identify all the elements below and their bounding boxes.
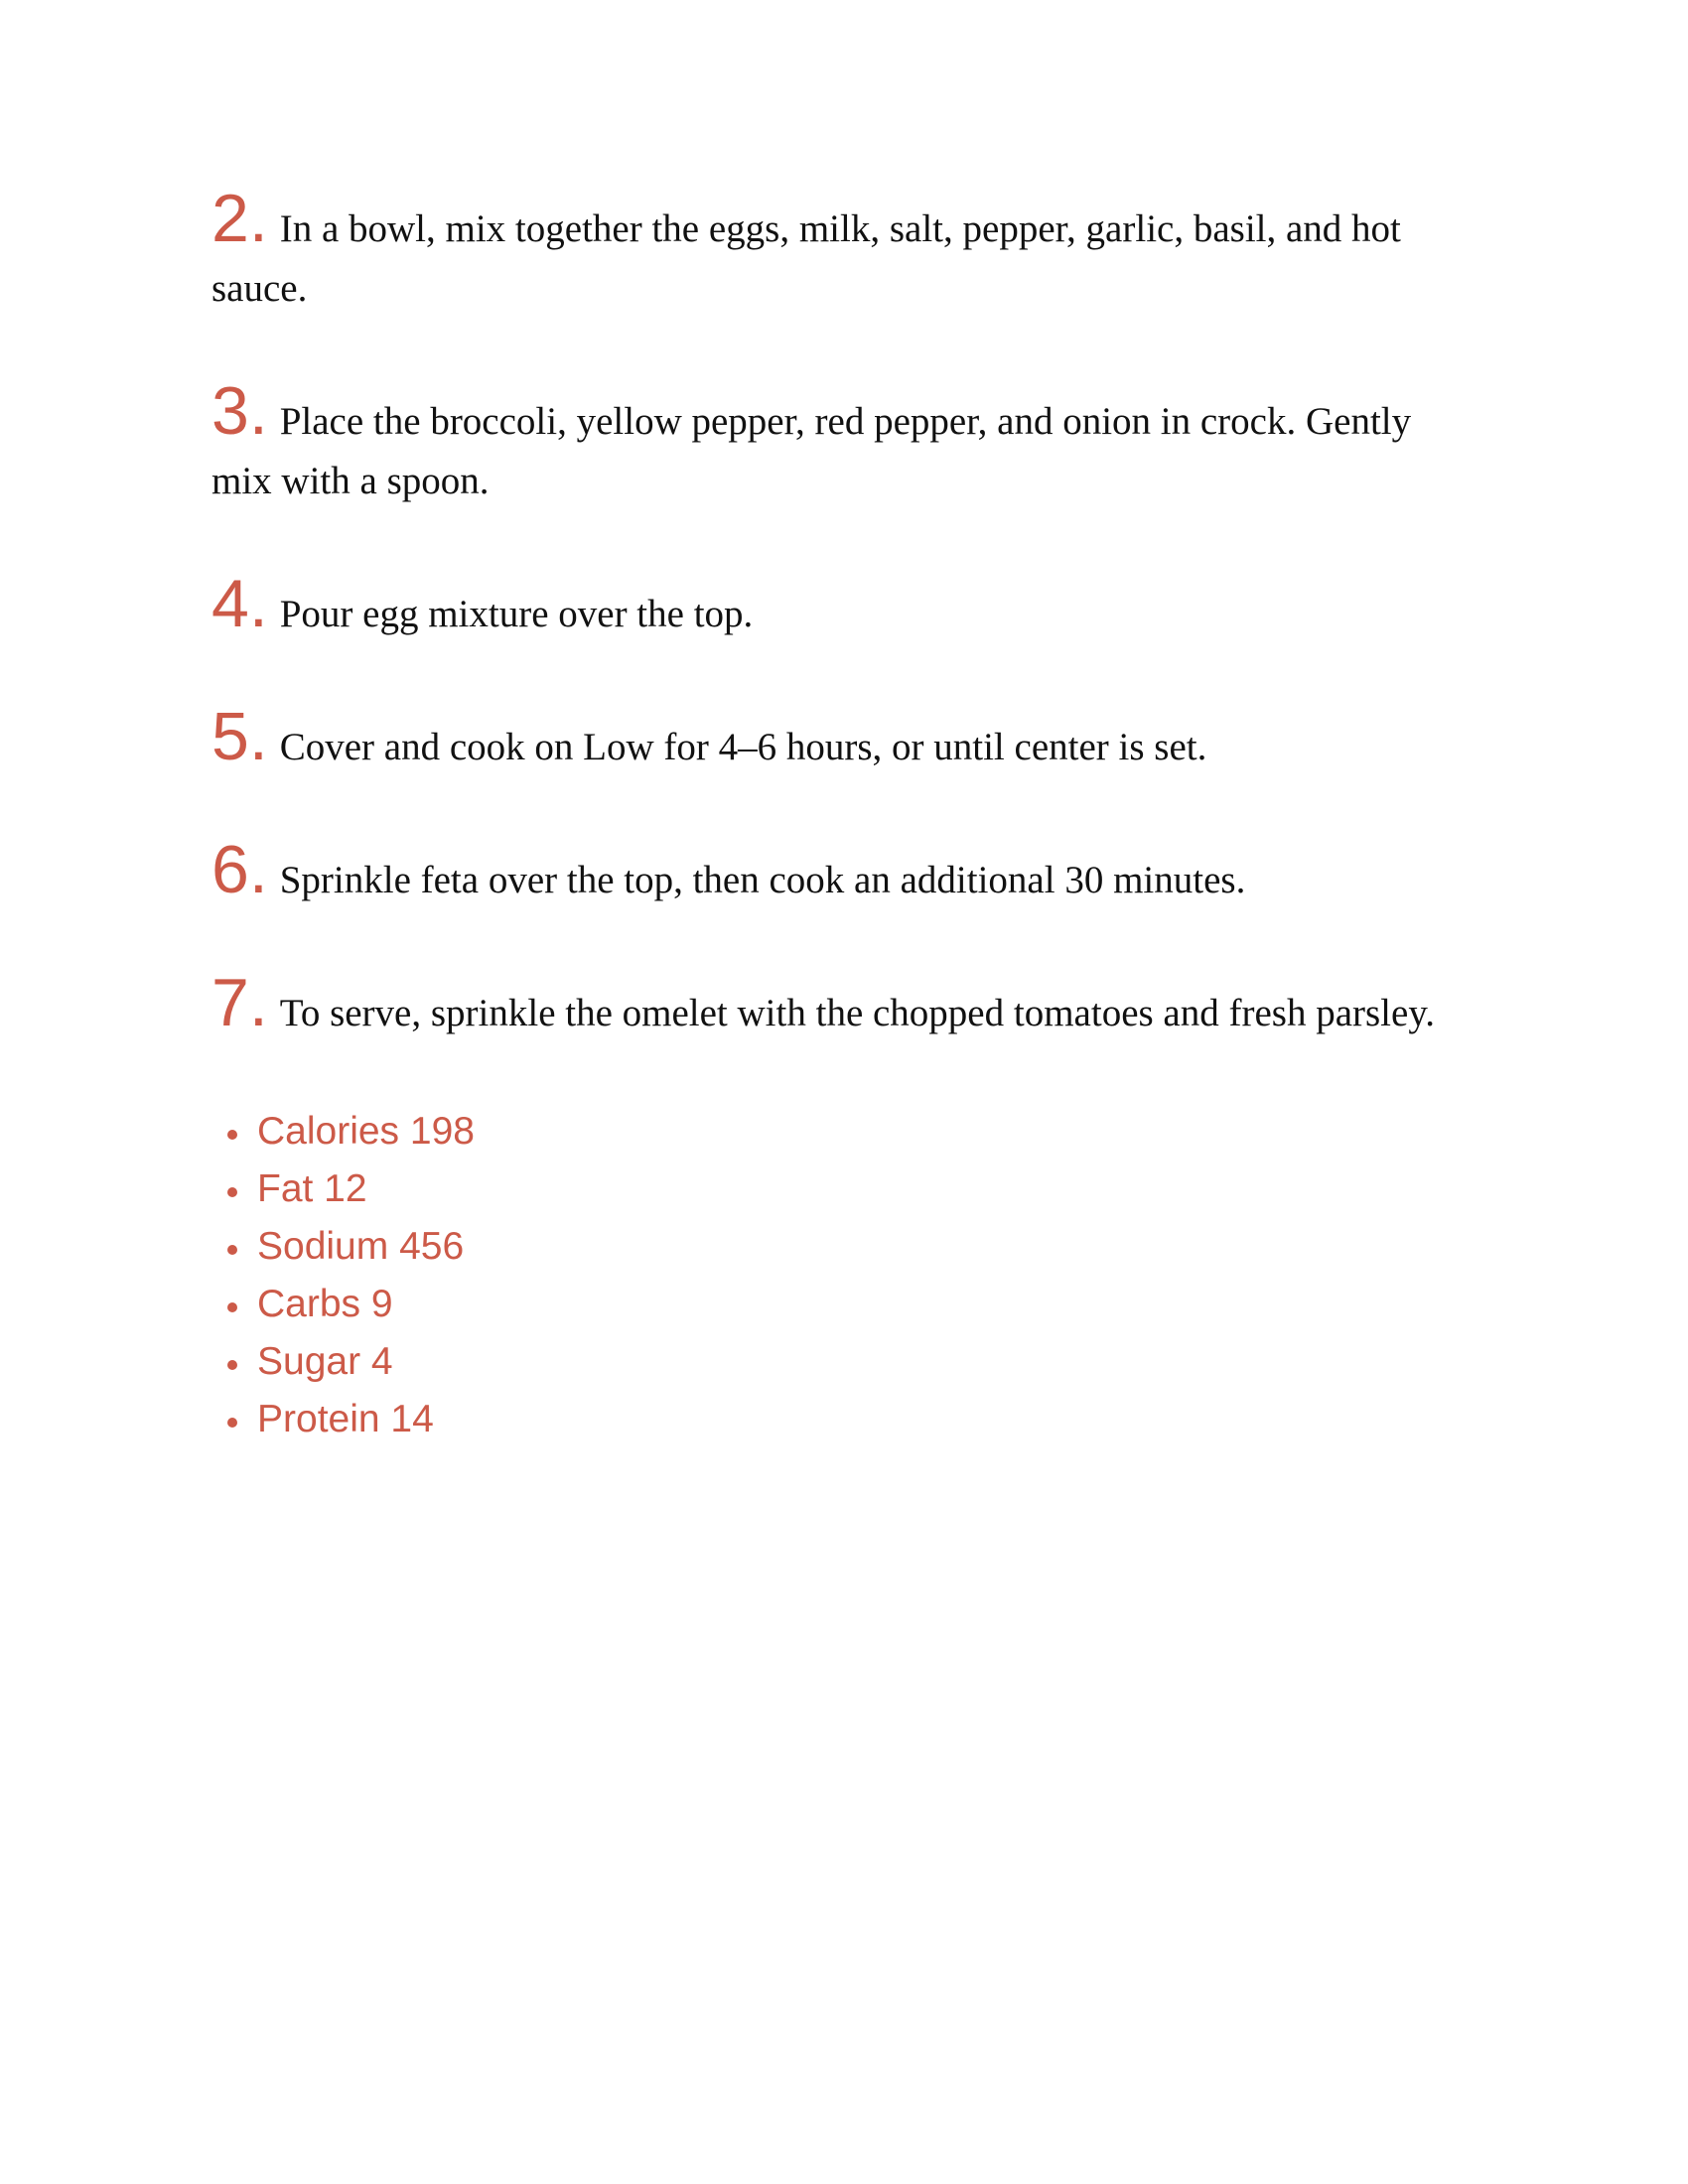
bullet-icon [227,1187,237,1197]
instruction-step [211,373,1473,511]
bullet-icon [227,1360,237,1370]
nutrient-label: Calories 198 [257,1110,475,1153]
list-item [211,1333,1473,1391]
list-item [211,1276,1473,1333]
step-text: To serve, sprinkle the omelet with the chopped tomatoes and fresh parsley. [279,992,1436,1034]
bullet-icon [227,1130,237,1140]
nutrient-label: Protein 14 [257,1398,434,1440]
step-text: Cover and cook on Low for 4–6 hours, or until center is set. [279,726,1207,768]
bullet-icon [227,1245,237,1255]
list-item [211,1391,1473,1448]
step-number: 4. [211,566,268,641]
nutrient-label: Carbs 9 [257,1283,393,1325]
step-text: Place the broccoli, yellow pepper, red pepper, and onion in crock. Gently mix with a spoon. [211,400,1412,502]
step-number: 7. [211,965,268,1040]
nutrient-label: Fat 12 [257,1167,367,1210]
instruction-step [211,832,1473,910]
recipe-page [211,181,1473,1448]
list-item [211,1160,1473,1218]
nutrient-label: Sodium 456 [257,1225,465,1268]
instruction-step [211,965,1473,1043]
step-number: 5. [211,699,268,774]
step-number: 3. [211,373,268,449]
bullet-icon [227,1418,237,1428]
instruction-step [211,566,1473,644]
step-text: Pour egg mixture over the top. [279,593,754,635]
nutrient-label: Sugar 4 [257,1340,393,1383]
nutrition-list [211,1103,1473,1448]
instruction-step [211,699,1473,777]
step-text: In a bowl, mix together the eggs, milk, salt, pepper, garlic, basil, and hot sauce. [211,207,1401,310]
instruction-step [211,181,1473,319]
list-item [211,1103,1473,1160]
step-number: 2. [211,181,268,256]
list-item [211,1218,1473,1276]
bullet-icon [227,1302,237,1312]
step-text: Sprinkle feta over the top, then cook an additional 30 minutes. [279,859,1246,901]
step-number: 6. [211,832,268,907]
